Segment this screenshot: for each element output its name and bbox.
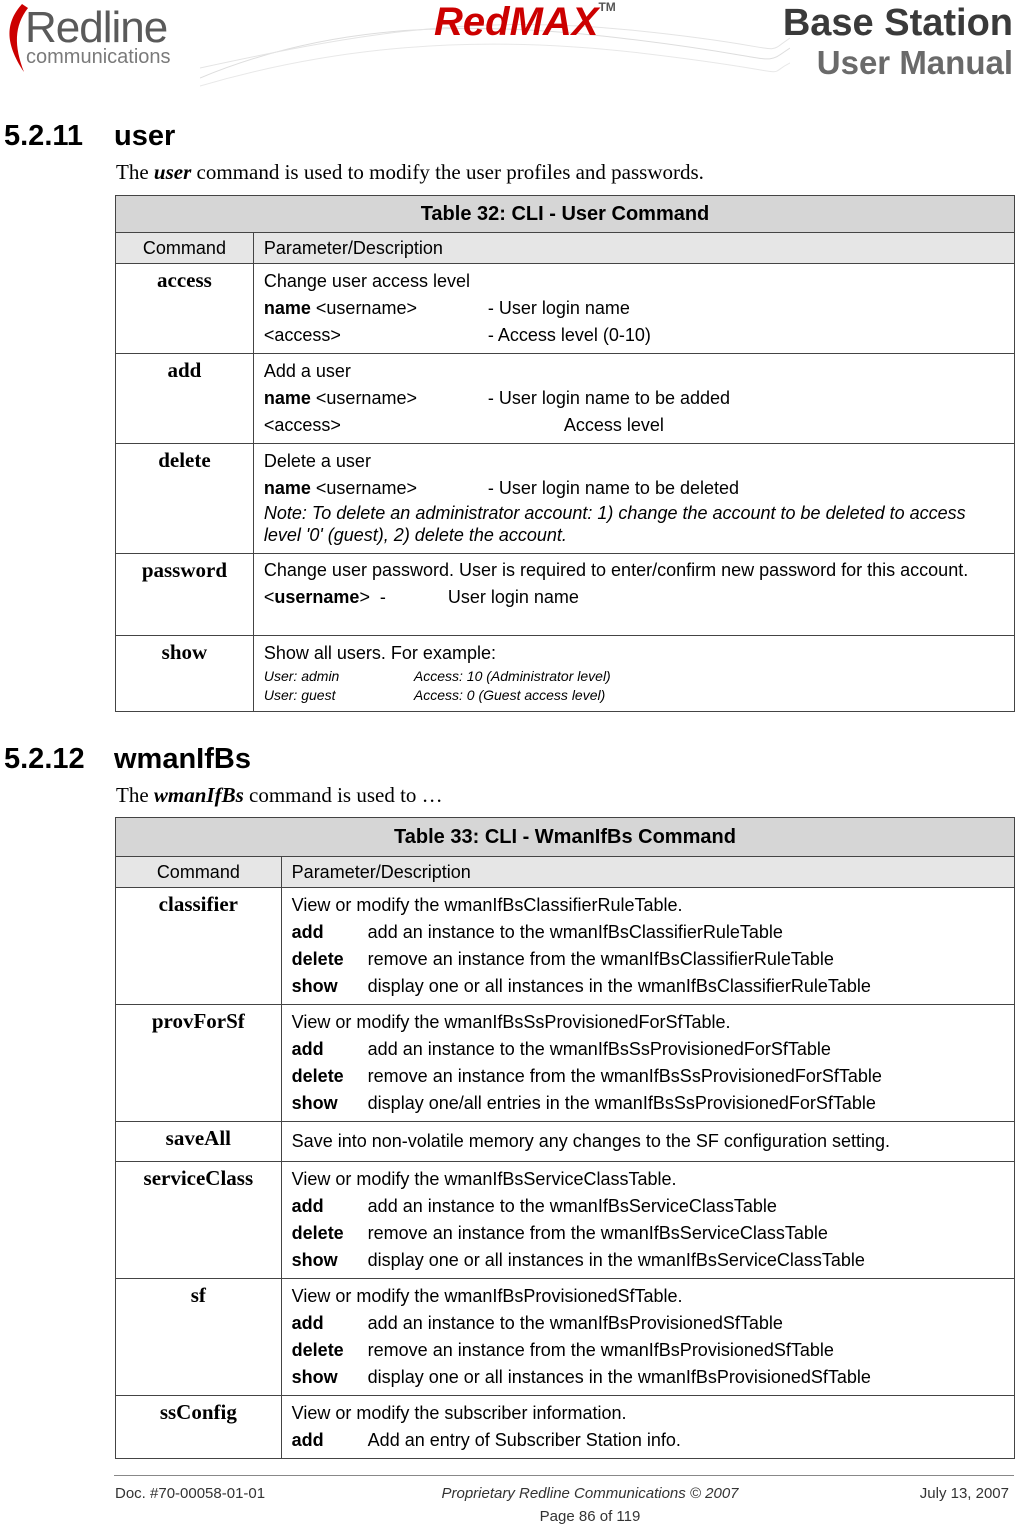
subcommand-line bbox=[292, 1036, 1004, 1063]
command-cell: access bbox=[116, 264, 254, 354]
doc-subtitle: User Manual bbox=[816, 44, 1013, 81]
subcommand-text: display one or all instances in the wmanIfBsServiceClassTable bbox=[367, 1250, 865, 1270]
description-line: View or modify the subscriber information. bbox=[291, 1403, 627, 1423]
description-line: View or modify the wmanIfBsProvisionedSfTable. bbox=[291, 1286, 683, 1306]
intro-command: user bbox=[153, 160, 192, 184]
param-arg: <username> bbox=[310, 298, 417, 318]
description-line: View or modify the wmanIfBsClassifierRuleTable. bbox=[291, 895, 683, 915]
description-cell bbox=[281, 1122, 1014, 1162]
param-arg: <username> bbox=[310, 388, 417, 408]
description-cell bbox=[281, 1005, 1014, 1122]
table-row bbox=[116, 444, 1015, 554]
subcommand-op: add bbox=[291, 1313, 324, 1333]
company-logo: Redline bbox=[25, 3, 168, 52]
subcommand-op: show bbox=[291, 1093, 338, 1113]
subcommand-text: remove an instance from the wmanIfBsServiceClassTable bbox=[367, 1223, 828, 1243]
command-cell: sf bbox=[116, 1279, 282, 1396]
column-header-command: Command bbox=[116, 857, 282, 888]
command-cell: saveAll bbox=[116, 1122, 282, 1162]
subcommand-op: delete bbox=[291, 1066, 344, 1086]
table-row bbox=[116, 354, 1015, 444]
section-heading-wmanifbs bbox=[4, 743, 251, 776]
column-header-description: Parameter/Description bbox=[281, 857, 1014, 888]
intro-text: command is used to … bbox=[243, 783, 443, 807]
param-value: - User login name to be added bbox=[487, 388, 731, 408]
intro-text: command is used to modify the user profiles and passwords. bbox=[191, 160, 704, 184]
table-row bbox=[116, 1162, 1015, 1279]
param-key bbox=[264, 385, 488, 412]
table-row bbox=[116, 888, 1015, 1005]
product-tm: TM bbox=[598, 0, 616, 14]
description-line: View or modify the wmanIfBsServiceClassTable. bbox=[291, 1169, 677, 1189]
footer-date: July 13, 2007 bbox=[919, 1485, 1009, 1502]
param-keyword: username bbox=[274, 587, 360, 607]
command-cell: ssConfig bbox=[116, 1396, 282, 1459]
intro-command: wmanIfBs bbox=[153, 783, 244, 807]
description-cell bbox=[253, 444, 1014, 554]
section-intro-user bbox=[116, 160, 704, 185]
example-value: Access: 0 (Guest access level) bbox=[413, 687, 606, 703]
table-row bbox=[116, 1279, 1015, 1396]
param-dash: - bbox=[379, 587, 386, 607]
subcommand-op: add bbox=[291, 922, 324, 942]
command-cell: password bbox=[116, 554, 254, 636]
subcommand-text: add an instance to the wmanIfBsServiceClassTable bbox=[367, 1196, 777, 1216]
subcommand-line bbox=[292, 1364, 1004, 1391]
param-keyword: name bbox=[263, 388, 311, 408]
section-title: user bbox=[114, 120, 176, 152]
column-header-description: Parameter/Description bbox=[253, 233, 1014, 264]
footer-page-number: Page 86 of 119 bbox=[539, 1508, 641, 1525]
table-row bbox=[116, 1005, 1015, 1122]
subcommand-op: add bbox=[291, 1430, 324, 1450]
param-keyword: name bbox=[263, 478, 311, 498]
description-cell bbox=[253, 354, 1014, 444]
param-line bbox=[264, 385, 1004, 412]
subcommand-op: delete bbox=[291, 1340, 344, 1360]
table-caption: Table 33: CLI - WmanIfBs Command bbox=[116, 818, 1015, 857]
subcommand-line bbox=[292, 946, 1004, 973]
subcommand-line bbox=[292, 1193, 1004, 1220]
command-cell: classifier bbox=[116, 888, 282, 1005]
doc-title: Base Station bbox=[782, 2, 1013, 44]
subcommand-line bbox=[292, 1337, 1004, 1364]
command-cell: serviceClass bbox=[116, 1162, 282, 1279]
subcommand-op: show bbox=[291, 1367, 338, 1387]
section-number: 5.2.12 bbox=[4, 743, 85, 775]
description-line: View or modify the wmanIfBsSsProvisionedForSfTable. bbox=[291, 1012, 731, 1032]
param-key bbox=[264, 475, 488, 502]
intro-text: The bbox=[116, 783, 154, 807]
description-line: Add a user bbox=[263, 361, 351, 381]
param-key: <access> bbox=[263, 415, 341, 435]
table-row bbox=[116, 554, 1015, 636]
subcommand-line bbox=[292, 1427, 1004, 1454]
param-keyword: name bbox=[263, 298, 311, 318]
subcommand-text: display one or all instances in the wmanIfBsClassifierRuleTable bbox=[367, 976, 871, 996]
table-row bbox=[116, 636, 1015, 712]
param-value: - User login name bbox=[487, 298, 630, 318]
example-value: Access: 10 (Administrator level) bbox=[413, 668, 611, 684]
subcommand-line bbox=[292, 1063, 1004, 1090]
description-cell bbox=[253, 636, 1014, 712]
subcommand-line bbox=[292, 919, 1004, 946]
example-key: User: guest bbox=[263, 687, 336, 703]
wmanifbs-command-table bbox=[115, 817, 1015, 1459]
subcommand-text: add an instance to the wmanIfBsSsProvisionedForSfTable bbox=[367, 1039, 831, 1059]
subcommand-op: show bbox=[291, 976, 338, 996]
param-value: - User login name to be deleted bbox=[487, 478, 740, 498]
param-key bbox=[264, 295, 488, 322]
description-cell bbox=[281, 1162, 1014, 1279]
section-intro-wmanifbs bbox=[116, 783, 443, 808]
example-line bbox=[264, 667, 1004, 686]
example-key: User: admin bbox=[263, 668, 340, 684]
subcommand-text: add an instance to the wmanIfBsClassifierRuleTable bbox=[367, 922, 783, 942]
param-line bbox=[264, 412, 1004, 439]
product-name-red: Red bbox=[434, 0, 510, 44]
footer-doc-number: Doc. #70-00058-01-01 bbox=[115, 1485, 266, 1502]
description-line: Change user password. User is required to enter/confirm new password for this account. bbox=[263, 560, 969, 580]
param-line bbox=[264, 322, 1004, 349]
subcommand-text: display one/all entries in the wmanIfBsSsProvisionedForSfTable bbox=[367, 1093, 876, 1113]
table-row bbox=[116, 1122, 1015, 1162]
subcommand-line bbox=[292, 1220, 1004, 1247]
description-cell bbox=[253, 264, 1014, 354]
subcommand-text: Add an entry of Subscriber Station info. bbox=[367, 1430, 681, 1450]
command-cell: delete bbox=[116, 444, 254, 554]
description-line: Show all users. For example: bbox=[263, 643, 496, 663]
description-cell bbox=[281, 1279, 1014, 1396]
section-heading-user bbox=[4, 120, 175, 153]
param-key bbox=[263, 585, 370, 609]
subcommand-line bbox=[292, 1247, 1004, 1274]
table-row bbox=[116, 264, 1015, 354]
description-line: Delete a user bbox=[263, 451, 371, 471]
company-logo-sub: communications bbox=[26, 46, 171, 68]
product-name bbox=[434, 0, 616, 45]
param-value: User login name bbox=[447, 587, 579, 607]
param-line bbox=[264, 585, 1004, 609]
param-value: - Access level (0-10) bbox=[487, 325, 651, 345]
table-caption: Table 32: CLI - User Command bbox=[116, 196, 1015, 233]
column-header-command: Command bbox=[116, 233, 254, 264]
param-bracket: < bbox=[263, 587, 275, 607]
subcommand-text: remove an instance from the wmanIfBsClassifierRuleTable bbox=[367, 949, 834, 969]
footer-proprietary: Proprietary Redline Communications © 2007 bbox=[441, 1485, 739, 1502]
param-arg: <username> bbox=[310, 478, 417, 498]
subcommand-text: add an instance to the wmanIfBsProvisionedSfTable bbox=[367, 1313, 783, 1333]
param-line bbox=[264, 475, 1004, 502]
example-line bbox=[264, 686, 1004, 705]
subcommand-line bbox=[292, 1090, 1004, 1117]
product-name-max: MAX bbox=[509, 0, 599, 44]
command-cell: provForSf bbox=[116, 1005, 282, 1122]
subcommand-op: add bbox=[291, 1196, 324, 1216]
description-line: Change user access level bbox=[263, 271, 470, 291]
command-cell: show bbox=[116, 636, 254, 712]
page-header bbox=[0, 0, 1017, 92]
description-line: Save into non-volatile memory any changes to the SF configuration setting. bbox=[291, 1131, 891, 1151]
description-cell bbox=[281, 1396, 1014, 1459]
section-title: wmanIfBs bbox=[114, 743, 251, 775]
param-value: Access level bbox=[563, 415, 664, 435]
param-line bbox=[264, 295, 1004, 322]
command-cell: add bbox=[116, 354, 254, 444]
description-cell bbox=[253, 554, 1014, 636]
param-bracket: > bbox=[359, 587, 370, 607]
subcommand-text: display one or all instances in the wmanIfBsProvisionedSfTable bbox=[367, 1367, 871, 1387]
subcommand-line bbox=[292, 973, 1004, 1000]
intro-text: The bbox=[116, 160, 154, 184]
footer-divider bbox=[114, 1475, 1014, 1476]
subcommand-op: delete bbox=[291, 1223, 344, 1243]
subcommand-op: add bbox=[291, 1039, 324, 1059]
table-row bbox=[116, 1396, 1015, 1459]
note-text: Note: To delete an administrator account: 1) change the account to be deleted to access level '0' (guest), 2) delete the account. bbox=[263, 503, 966, 545]
param-key: <access> bbox=[263, 325, 341, 345]
description-cell bbox=[281, 888, 1014, 1005]
subcommand-op: show bbox=[291, 1250, 338, 1270]
user-command-table bbox=[115, 195, 1015, 712]
subcommand-op: delete bbox=[291, 949, 344, 969]
subcommand-line bbox=[292, 1310, 1004, 1337]
subcommand-text: remove an instance from the wmanIfBsProvisionedSfTable bbox=[367, 1340, 834, 1360]
section-number: 5.2.11 bbox=[4, 120, 84, 152]
subcommand-text: remove an instance from the wmanIfBsSsProvisionedForSfTable bbox=[367, 1066, 882, 1086]
